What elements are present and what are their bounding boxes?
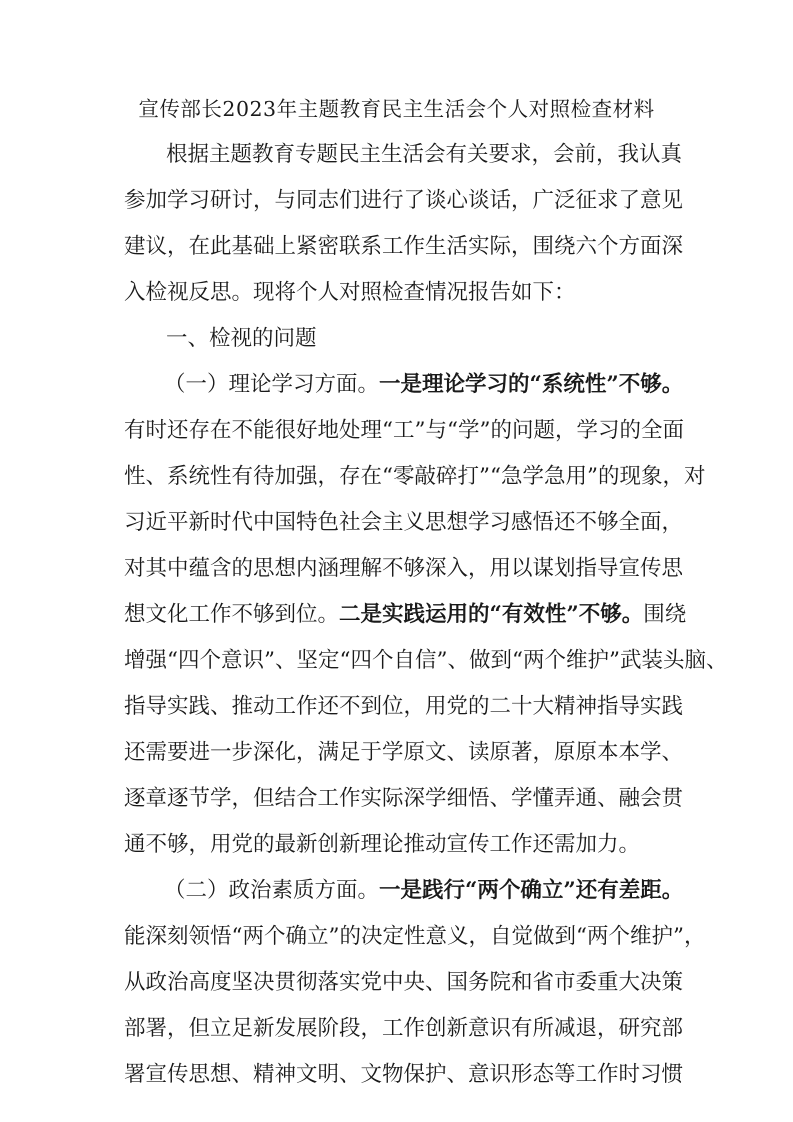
paragraph-line xyxy=(124,508,684,538)
paragraph-line xyxy=(124,1014,684,1044)
paragraph-line xyxy=(124,462,706,492)
document-title: 宣传部长2023年主题教育民主生活会个人对照检查材料 xyxy=(138,97,655,121)
text-segment: 能深刻领悟“两个确立”的决定性意义，自觉做到“两个维护”， xyxy=(124,924,706,949)
text-segment: 从政治高度坚决贯彻落实党中央、国务院和省市委重大决策 xyxy=(124,970,684,995)
text-segment: 想文化工作不够到位。 xyxy=(124,602,340,627)
section-heading xyxy=(166,324,672,354)
text-segment: 根据主题教育专题民主生活会有关要求，会前，我认真 xyxy=(166,142,683,167)
paragraph-line xyxy=(166,140,683,170)
text-segment: 部署，但立足新发展阶段，工作创新意识有所减退，研究部 xyxy=(124,1016,684,1041)
text-segment: 有时还存在不能很好地处理“工”与“学”的问题，学习的全面 xyxy=(124,418,684,443)
paragraph-line xyxy=(124,922,706,952)
text-segment: 增强“四个意识”、坚定“四个自信”、做到“两个维护”武装头脑、 xyxy=(124,648,728,673)
text-segment: 习近平新时代中国特色社会主义思想学习感悟还不够全面， xyxy=(124,510,684,535)
subsection-line xyxy=(164,876,684,906)
paragraph-line xyxy=(124,646,728,676)
paragraph-line xyxy=(124,968,684,998)
text-segment: 署宣传思想、精神文明、文物保护、意识形态等工作时习惯 xyxy=(124,1062,684,1087)
text-segment: 对其中蕴含的思想内涵理解不够深入，用以谋划指导宣传思 xyxy=(124,556,684,581)
paragraph-line xyxy=(124,600,687,630)
text-segment: 还需要进一步深化，满足于学原文、读原著，原原本本学、 xyxy=(124,740,684,765)
paragraph-line xyxy=(124,278,672,308)
text-segment: 参加学习研讨，与同志们进行了谈心谈话，广泛征求了意见 xyxy=(124,188,684,213)
bold-text-segment: 一是践行“两个确立”还有差距。 xyxy=(379,878,684,903)
bold-text-segment: 二是实践运用的“有效性”不够。 xyxy=(339,602,644,627)
text-segment: 通不够，用党的最新创新理论推动宣传工作还需加力。 xyxy=(124,832,641,857)
text-segment: 逐章逐节学，但结合工作实际深学细悟、学懂弄通、融会贯 xyxy=(124,786,684,811)
text-segment: 性、系统性有待加强，存在“零敲碎打”“急学急用”的现象，对 xyxy=(124,464,706,489)
paragraph-line xyxy=(124,738,684,768)
text-segment: （二）政治素质方面。 xyxy=(164,878,380,903)
paragraph-line xyxy=(124,692,684,722)
paragraph-line xyxy=(124,232,684,262)
text-segment: 建议，在此基础上紧密联系工作生活实际，围绕六个方面深 xyxy=(124,234,684,259)
text-segment: 指导实践、推动工作还不到位，用党的二十大精神指导实践 xyxy=(124,694,684,719)
text-segment: （一）理论学习方面。 xyxy=(164,372,380,397)
bold-text-segment: 一是理论学习的“系统性”不够。 xyxy=(379,372,684,397)
paragraph-line xyxy=(124,784,684,814)
text-segment: 一、检视的问题 xyxy=(166,326,317,351)
paragraph-line xyxy=(124,554,684,584)
text-segment: 入检视反思。现将个人对照检查情况报告如下： xyxy=(124,280,576,305)
text-segment: 围绕 xyxy=(643,602,687,627)
paragraph-line xyxy=(124,186,684,216)
paragraph-line xyxy=(124,1060,684,1090)
paragraph-line xyxy=(124,830,672,860)
subsection-line xyxy=(164,370,684,400)
paragraph-line xyxy=(124,416,684,446)
